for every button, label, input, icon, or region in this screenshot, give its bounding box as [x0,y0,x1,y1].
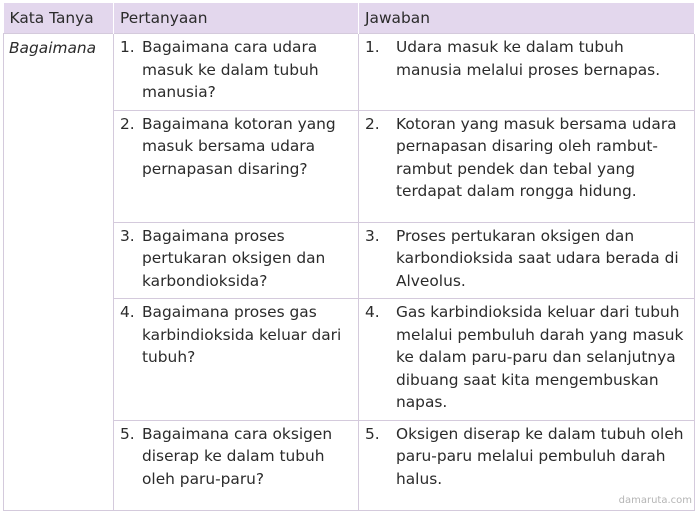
answer-text: Gas karbindioksida keluar dari tubuh melalui pembuluh darah yang masuk ke dalam paru-paru dan selanjutnya dibuang saat kita mengembuskan napas. [396,303,684,411]
answer-text: Oksigen diserap ke dalam tubuh oleh paru-paru melalui pembuluh darah halus. [396,424,684,488]
answer-number: 5. [365,424,380,443]
answer-number: 4. [365,303,380,321]
question-cell [114,222,359,299]
question-number: 5. [120,424,135,443]
watermark: damaruta.com [618,495,692,506]
header-row [4,3,695,34]
question-number: 2. [120,114,135,133]
question-cell [114,420,359,510]
question-text: Bagaimana kotoran yang masuk bersama udara pernapasan disaring? [142,114,336,178]
table-row [4,34,695,111]
answer-cell [359,222,695,299]
answer-number: 1. [365,38,380,56]
answer-number: 2. [365,114,380,133]
question-cell [114,110,359,222]
header-jawaban: Jawaban [359,3,695,34]
answer-text: Proses pertukaran oksigen dan karbondioksida saat udara berada di Alveolus. [396,226,679,290]
question-number: 1. [120,38,135,56]
answer-cell [359,299,695,421]
question-text: Bagaimana cara oksigen diserap ke dalam tubuh oleh paru-paru? [142,424,333,488]
question-text: Bagaimana cara udara masuk ke dalam tubuh manusia? [142,38,319,101]
kata-tanya-cell: Bagaimana [4,34,114,511]
qa-table [3,3,695,511]
answer-number: 3. [365,226,380,245]
header-pertanyaan: Pertanyaan [114,3,359,34]
answer-text: Kotoran yang masuk bersama udara pernapasan disaring oleh rambut-rambut pendek dan tebal yang terdapat dalam rongga hidung. [396,114,677,200]
question-number: 4. [120,303,135,321]
question-cell [114,34,359,111]
question-cell [114,299,359,421]
answer-cell [359,110,695,222]
question-text: Bagaimana proses pertukaran oksigen dan karbondioksida? [142,226,326,290]
question-text: Bagaimana proses gas karbindioksida keluar dari tubuh? [142,303,342,366]
question-number: 3. [120,226,135,245]
header-kata-tanya: Kata Tanya [4,3,114,34]
answer-cell [359,34,695,111]
answer-text: Udara masuk ke dalam tubuh manusia melalui proses bernapas. [396,38,661,79]
